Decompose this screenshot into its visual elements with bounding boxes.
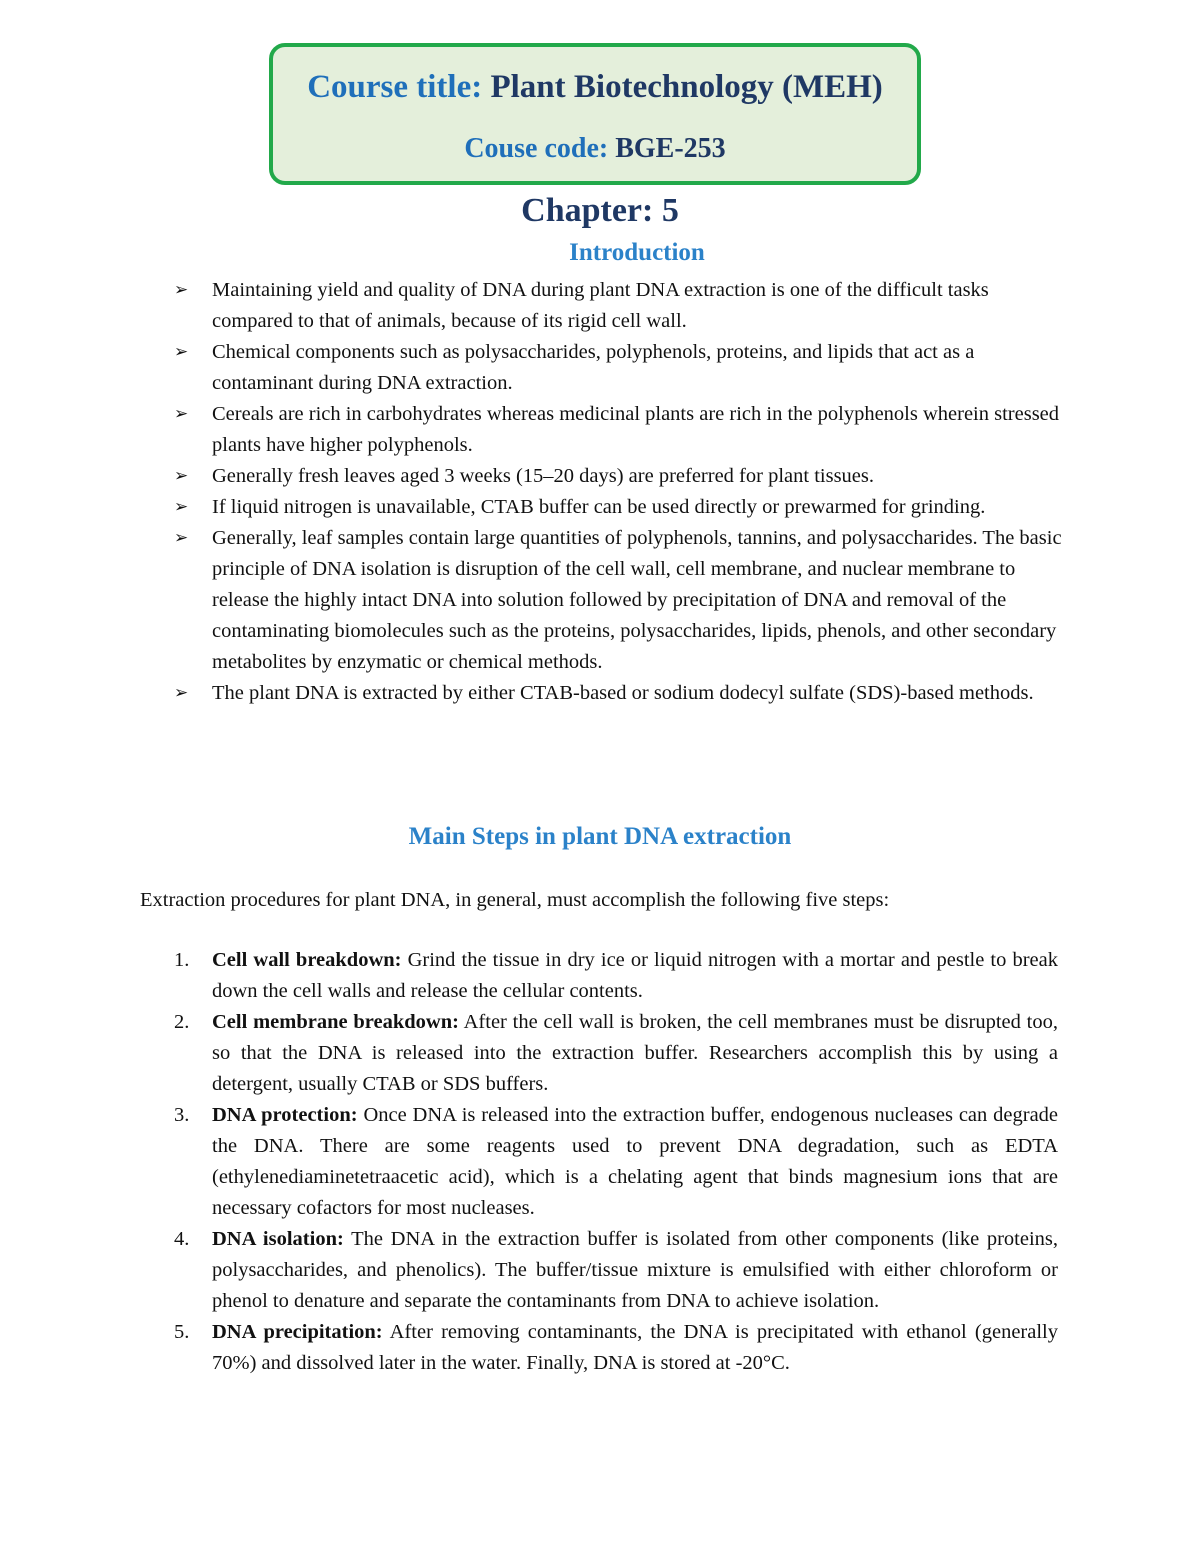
step-term: DNA precipitation: <box>212 1321 383 1343</box>
step-text: After removing contaminants, the DNA is precipitated with ethanol (generally 70%) and dissolved later in the water. Finally, DNA is stored at -20°C. <box>212 1321 1058 1374</box>
step-number: 2. <box>174 1011 190 1033</box>
bullet-text: Generally fresh leaves aged 3 weeks (15–20 days) are preferred for plant tissues. <box>212 465 874 487</box>
step-term: Cell membrane breakdown: <box>212 1011 459 1033</box>
step-number: 4. <box>174 1228 190 1250</box>
course-title-label: Course title: <box>307 69 483 105</box>
step-text: Grind the tissue in dry ice or liquid nitrogen with a mortar and pestle to break down the cell walls and release the cellular contents. <box>212 949 1058 1002</box>
arrow-bullet-icon: ➢ <box>174 280 189 300</box>
step-number: 1. <box>174 949 190 971</box>
step-text: After the cell wall is broken, the cell membranes must be disrupted too, so that the DNA is released into the extraction buffer. Researchers accomplish this by using a detergent, usually CTAB or SDS buffers. <box>212 1011 1058 1095</box>
course-code <box>273 133 917 165</box>
arrow-bullet-icon: ➢ <box>174 466 189 486</box>
bullet-item <box>172 275 1062 337</box>
step-term: Cell wall breakdown: <box>212 949 402 971</box>
bullet-text: Maintaining yield and quality of DNA during plant DNA extraction is one of the difficult tasks compared to that of animals, because of its rigid cell wall. <box>212 279 989 332</box>
course-title <box>273 69 917 106</box>
arrow-bullet-icon: ➢ <box>174 404 189 424</box>
step-term: DNA protection: <box>212 1104 358 1126</box>
step-number: 5. <box>174 1321 190 1343</box>
bullet-item <box>172 678 1062 709</box>
arrow-bullet-icon: ➢ <box>174 528 189 548</box>
course-title-box <box>269 43 921 185</box>
arrow-bullet-icon: ➢ <box>174 342 189 362</box>
bullet-item <box>172 492 1062 523</box>
main-steps-list <box>172 945 1058 1379</box>
chapter-heading: Chapter: 5 <box>521 192 679 229</box>
main-steps-intro: Extraction procedures for plant DNA, in general, must accomplish the following five steps: <box>140 889 890 911</box>
step-number: 3. <box>174 1104 190 1126</box>
step-item <box>172 1100 1058 1224</box>
bullet-text: If liquid nitrogen is unavailable, CTAB buffer can be used directly or prewarmed for grinding. <box>212 496 986 518</box>
bullet-item <box>172 399 1062 461</box>
introduction-heading: Introduction <box>569 239 705 266</box>
step-item <box>172 1007 1058 1100</box>
step-item <box>172 1317 1058 1379</box>
step-item <box>172 1224 1058 1317</box>
bullet-text: The plant DNA is extracted by either CTAB-based or sodium dodecyl sulfate (SDS)-based methods. <box>212 682 1034 704</box>
bullet-item <box>172 461 1062 492</box>
introduction-bullet-list <box>172 275 1062 709</box>
bullet-item <box>172 523 1062 678</box>
course-title-value: Plant Biotechnology (MEH) <box>490 69 883 105</box>
arrow-bullet-icon: ➢ <box>174 683 189 703</box>
bullet-item <box>172 337 1062 399</box>
course-code-label: Couse code: <box>464 133 609 164</box>
bullet-text: Cereals are rich in carbohydrates whereas medicinal plants are rich in the polyphenols wherein stressed plants have higher polyphenols. <box>212 403 1060 456</box>
step-text: Once DNA is released into the extraction buffer, endogenous nucleases can degrade the DNA. There are some reagents used to prevent DNA degradation, such as EDTA (ethylenediaminetetraacetic acid), which is a chelating agent that binds magnesium ions that are necessary cofactors for most nucleases. <box>212 1104 1059 1219</box>
arrow-bullet-icon: ➢ <box>174 497 189 517</box>
step-term: DNA isolation: <box>212 1228 344 1250</box>
course-code-value: BGE-253 <box>615 133 726 164</box>
step-item <box>172 945 1058 1007</box>
bullet-text: Generally, leaf samples contain large quantities of polyphenols, tannins, and polysaccharides. The basic principle of DNA isolation is disruption of the cell wall, cell membrane, and nuclear membrane to release the highly intact DNA into solution followed by precipitation of DNA and removal of the contaminating biomolecules such as the proteins, polysaccharides, lipids, phenols, and other secondary metabolites by enzymatic or chemical methods. <box>212 527 1062 673</box>
main-steps-heading: Main Steps in plant DNA extraction <box>408 823 792 850</box>
step-text: The DNA in the extraction buffer is isolated from other components (like proteins, polysaccharides, and phenolics). The buffer/tissue mixture is emulsified with either chloroform or phenol to denature and separate the contaminants from DNA to achieve isolation. <box>212 1228 1058 1312</box>
bullet-text: Chemical components such as polysaccharides, polyphenols, proteins, and lipids that act as a contaminant during DNA extraction. <box>212 341 975 394</box>
